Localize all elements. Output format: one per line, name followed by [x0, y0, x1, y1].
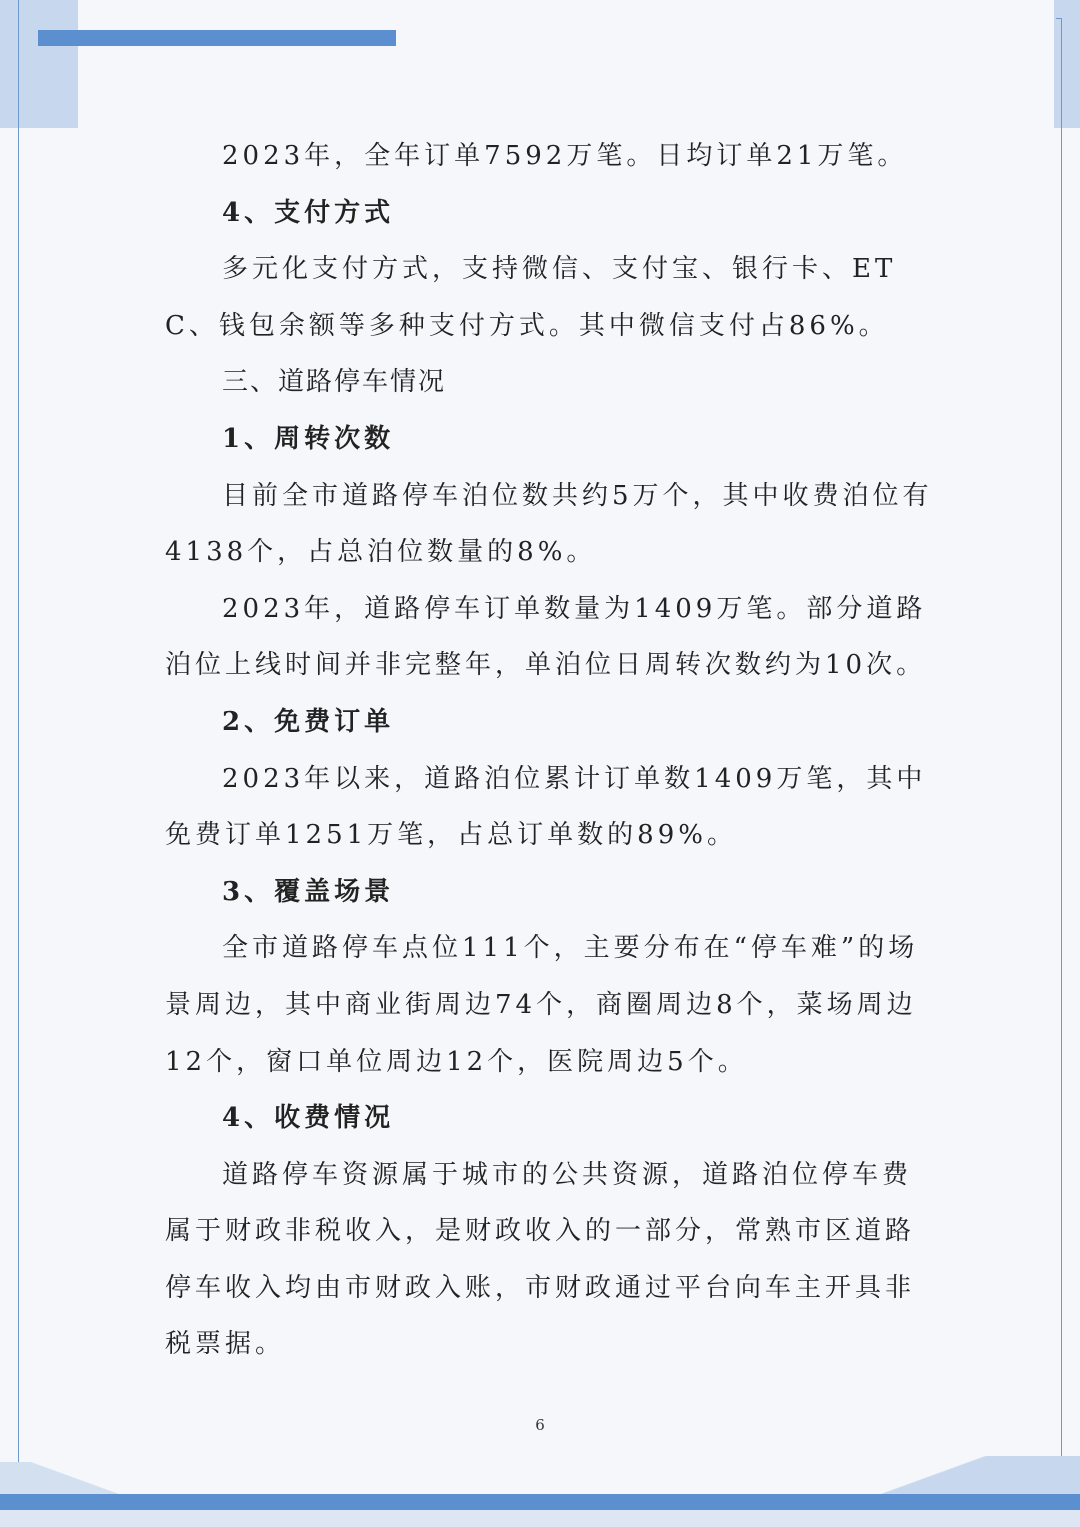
- page-number: 6: [535, 1416, 545, 1434]
- frame-line-right: [1061, 18, 1062, 1508]
- corner-decoration-right: [1054, 0, 1080, 128]
- paragraph-payment-methods: 多元化支付方式，支持微信、支付宝、银行卡、ETC、钱包余额等多种支付方式。其中微信支付占86%。: [165, 254, 897, 341]
- footer-wave-left: [0, 1462, 130, 1494]
- header-accent-bar: [38, 30, 396, 46]
- heading-free-orders: 2、免费订单: [222, 706, 395, 737]
- document-body: [165, 128, 935, 1373]
- paragraph-charges: 道路停车资源属于城市的公共资源，道路泊位停车费属于财政非税收入，是财政收入的一部分，常熟市区道路停车收入均由市财政入账，市财政通过平台向车主开具非税票据。: [165, 1159, 916, 1360]
- heading-turnover: 1、周转次数: [222, 423, 395, 454]
- paragraph-parking-spaces: 目前全市道路停车泊位数共约5万个，其中收费泊位有4138个，占总泊位数量的8%。: [165, 480, 933, 568]
- footer-wave-right: [850, 1456, 1080, 1494]
- heading-payment-methods: 4、支付方式: [222, 197, 395, 228]
- heading-coverage: 3、覆盖场景: [222, 876, 395, 907]
- section-heading-road-parking: 三、道路停车情况: [222, 367, 447, 398]
- heading-charges: 4、收费情况: [222, 1103, 395, 1134]
- frame-line-top: [1056, 18, 1062, 19]
- footer-accent-bar: [0, 1494, 1080, 1510]
- paragraph-road-orders: 2023年，道路停车订单数量为1409万笔。部分道路泊位上线时间并非完整年，单泊位日周转次数约为10次。: [165, 593, 927, 681]
- footer-strip: [0, 1510, 1080, 1527]
- paragraph-free-orders: 2023年以来，道路泊位累计订单数1409万笔，其中免费订单1251万笔，占总订单数的89%。: [165, 763, 927, 851]
- paragraph-coverage: 全市道路停车点位111个，主要分布在“停车难”的场景周边，其中商业街周边74个，商圈周边8个，菜场周边12个，窗口单位周边12个，医院周边5个。: [165, 933, 919, 1077]
- corner-decoration-left: [0, 0, 78, 128]
- paragraph-annual-orders: 2023年，全年订单7592万笔。日均订单21万笔。: [222, 141, 908, 171]
- frame-line-left: [18, 0, 19, 1510]
